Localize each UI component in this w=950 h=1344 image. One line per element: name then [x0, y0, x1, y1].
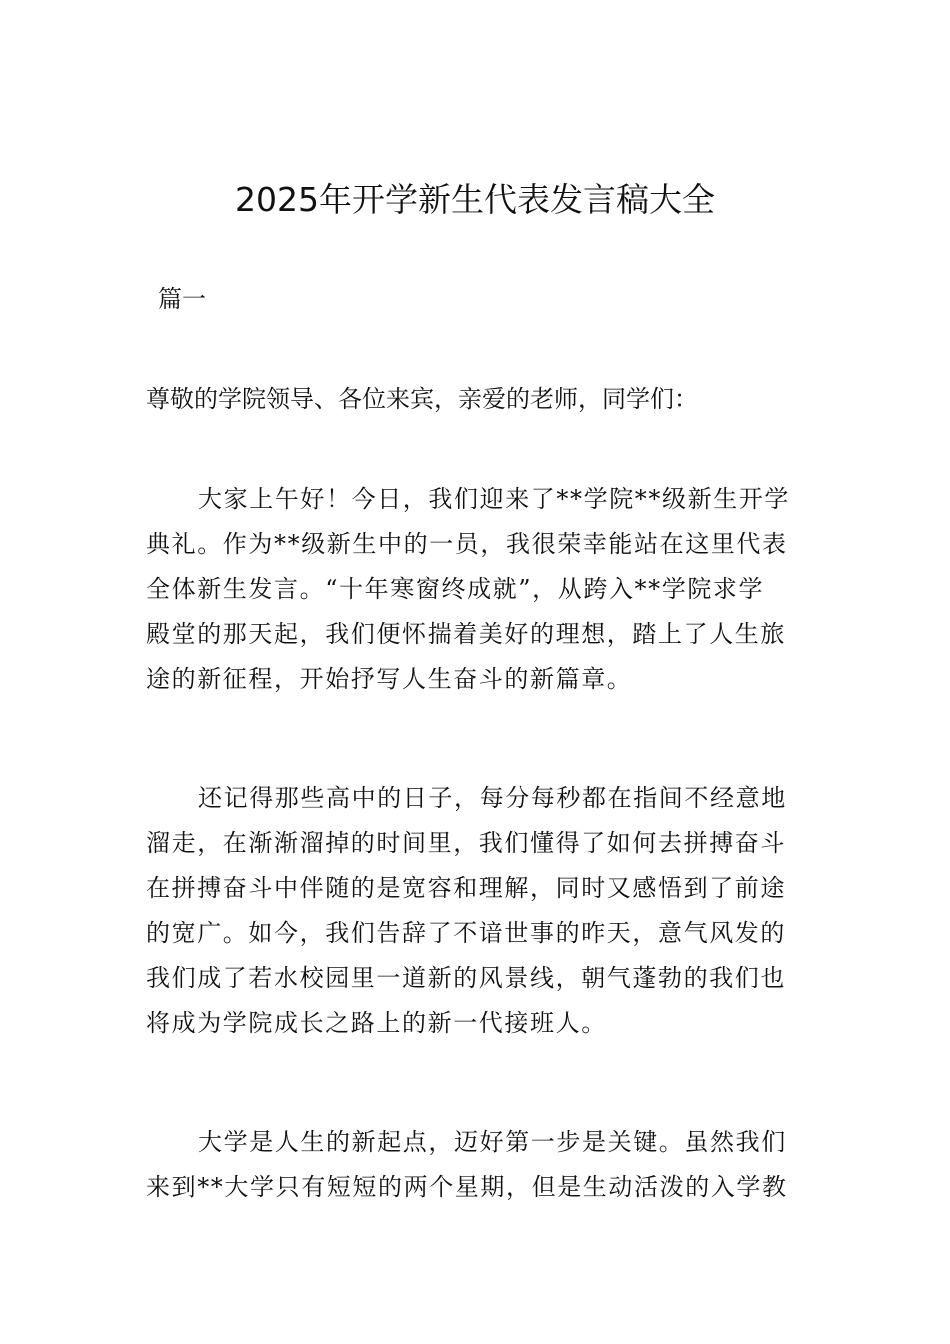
paragraph-line: 在拼搏奋斗中伴随的是宽容和理解，同时又感悟到了前途: [146, 874, 786, 902]
paragraph-line: 全体新生发言。“十年寒窗终成就”，从跨入**学院求学: [146, 575, 765, 603]
paragraph-line: 的宽广。如今，我们告辞了不谙世事的昨天，意气风发的: [146, 919, 786, 947]
paragraph-line: 大学是人生的新起点，迈好第一步是关键。虽然我们: [198, 1128, 787, 1156]
paragraph-line: 来到**大学只有短短的两个星期，但是生动活泼的入学教: [146, 1173, 788, 1201]
paragraph-2: [146, 776, 810, 1046]
paragraph-line: 我们成了若水校园里一道新的风景线，朝气蓬勃的我们也: [146, 964, 786, 992]
paragraph-line: 典礼。作为**级新生中的一员，我很荣幸能站在这里代表: [146, 530, 788, 558]
paragraph-line: 殿堂的那天起，我们便怀揣着美好的理想，踏上了人生旅: [146, 620, 786, 648]
paragraph-1: [146, 477, 810, 702]
paragraph-line: 途的新征程，开始抒写人生奋斗的新篇章。: [146, 665, 633, 693]
paragraph-line: 大家上午好！今日，我们迎来了**学院**级新生开学: [198, 485, 790, 513]
paragraph-line: 还记得那些高中的日子，每分每秒都在指间不经意地: [198, 784, 787, 812]
document-title: 2025年开学新生代表发言稿大全: [235, 180, 715, 219]
section-label: 篇一: [158, 285, 206, 313]
paragraph-3: [146, 1120, 810, 1210]
paragraph-line: 溜走，在渐渐溜掉的时间里，我们懂得了如何去拼搏奋斗: [146, 829, 786, 857]
salutation: 尊敬的学院领导、各位来宾，亲爱的老师，同学们：: [146, 385, 698, 413]
paragraph-line: 将成为学院成长之路上的新一代接班人。: [146, 1009, 607, 1037]
